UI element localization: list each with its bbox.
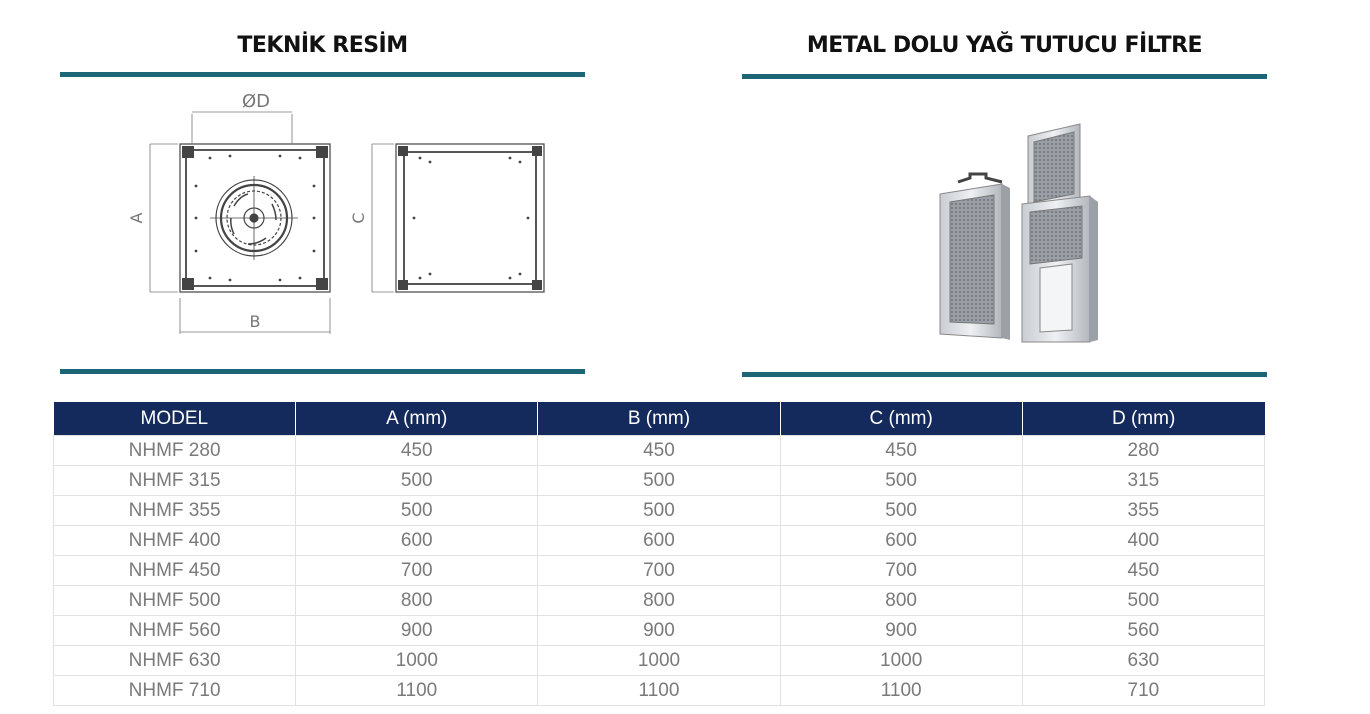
column-header-c: C (mm) — [780, 402, 1022, 436]
cell-model: NHMF 710 — [54, 676, 296, 706]
cell-a: 600 — [296, 526, 538, 556]
cell-b: 700 — [538, 556, 780, 586]
cell-a: 700 — [296, 556, 538, 586]
model-dimensions-table — [53, 402, 1265, 706]
cell-a: 800 — [296, 586, 538, 616]
table-row — [54, 526, 1265, 556]
cell-d: 450 — [1022, 556, 1264, 586]
table-row — [54, 556, 1265, 586]
column-header-a: A (mm) — [296, 402, 538, 436]
cell-a: 900 — [296, 616, 538, 646]
dimension-label-d: ØD — [242, 91, 271, 112]
cell-a: 1000 — [296, 646, 538, 676]
dimension-label-c: C — [349, 212, 368, 224]
cell-b: 500 — [538, 496, 780, 526]
table-row — [54, 466, 1265, 496]
cell-model: NHMF 315 — [54, 466, 296, 496]
cell-d: 630 — [1022, 646, 1264, 676]
cell-model: NHMF 500 — [54, 586, 296, 616]
technical-drawing — [127, 86, 560, 346]
cell-c: 900 — [780, 616, 1022, 646]
bottom-divider-left — [60, 369, 585, 374]
table-header-row — [54, 402, 1265, 436]
cell-c: 700 — [780, 556, 1022, 586]
cell-c: 450 — [780, 436, 1022, 466]
cell-a: 1100 — [296, 676, 538, 706]
title-divider-left — [60, 72, 585, 77]
cell-b: 1000 — [538, 646, 780, 676]
title-divider-right — [742, 74, 1267, 79]
cell-d: 500 — [1022, 586, 1264, 616]
cell-b: 800 — [538, 586, 780, 616]
product-title: METAL DOLU YAĞ TUTUCU FİLTRE — [806, 33, 1203, 58]
cell-b: 500 — [538, 466, 780, 496]
cell-a: 500 — [296, 466, 538, 496]
table-row — [54, 496, 1265, 526]
cell-b: 1100 — [538, 676, 780, 706]
table-row — [54, 616, 1265, 646]
table-row — [54, 586, 1265, 616]
cell-b: 450 — [538, 436, 780, 466]
cell-model: NHMF 355 — [54, 496, 296, 526]
cell-d: 710 — [1022, 676, 1264, 706]
dimension-label-b: B — [249, 312, 261, 331]
cell-b: 900 — [538, 616, 780, 646]
filter-product-image — [930, 118, 1110, 348]
table-row — [54, 646, 1265, 676]
table-row — [54, 436, 1265, 466]
cell-c: 800 — [780, 586, 1022, 616]
dimension-label-a: A — [127, 212, 146, 224]
cell-model: NHMF 560 — [54, 616, 296, 646]
cell-model: NHMF 280 — [54, 436, 296, 466]
cell-d: 400 — [1022, 526, 1264, 556]
cell-c: 600 — [780, 526, 1022, 556]
column-header-b: B (mm) — [538, 402, 780, 436]
column-header-model: MODEL — [54, 402, 296, 436]
cell-c: 500 — [780, 496, 1022, 526]
cell-model: NHMF 630 — [54, 646, 296, 676]
cell-a: 500 — [296, 496, 538, 526]
cell-a: 450 — [296, 436, 538, 466]
cell-c: 500 — [780, 466, 1022, 496]
technical-drawing-title: TEKNİK RESİM — [237, 33, 408, 58]
cell-model: NHMF 450 — [54, 556, 296, 586]
cell-d: 315 — [1022, 466, 1264, 496]
cell-d: 280 — [1022, 436, 1264, 466]
cell-c: 1000 — [780, 646, 1022, 676]
cell-model: NHMF 400 — [54, 526, 296, 556]
cell-c: 1100 — [780, 676, 1022, 706]
bottom-divider-right — [742, 372, 1267, 377]
column-header-d: D (mm) — [1022, 402, 1264, 436]
cell-d: 560 — [1022, 616, 1264, 646]
cell-d: 355 — [1022, 496, 1264, 526]
table-row — [54, 676, 1265, 706]
cell-b: 600 — [538, 526, 780, 556]
